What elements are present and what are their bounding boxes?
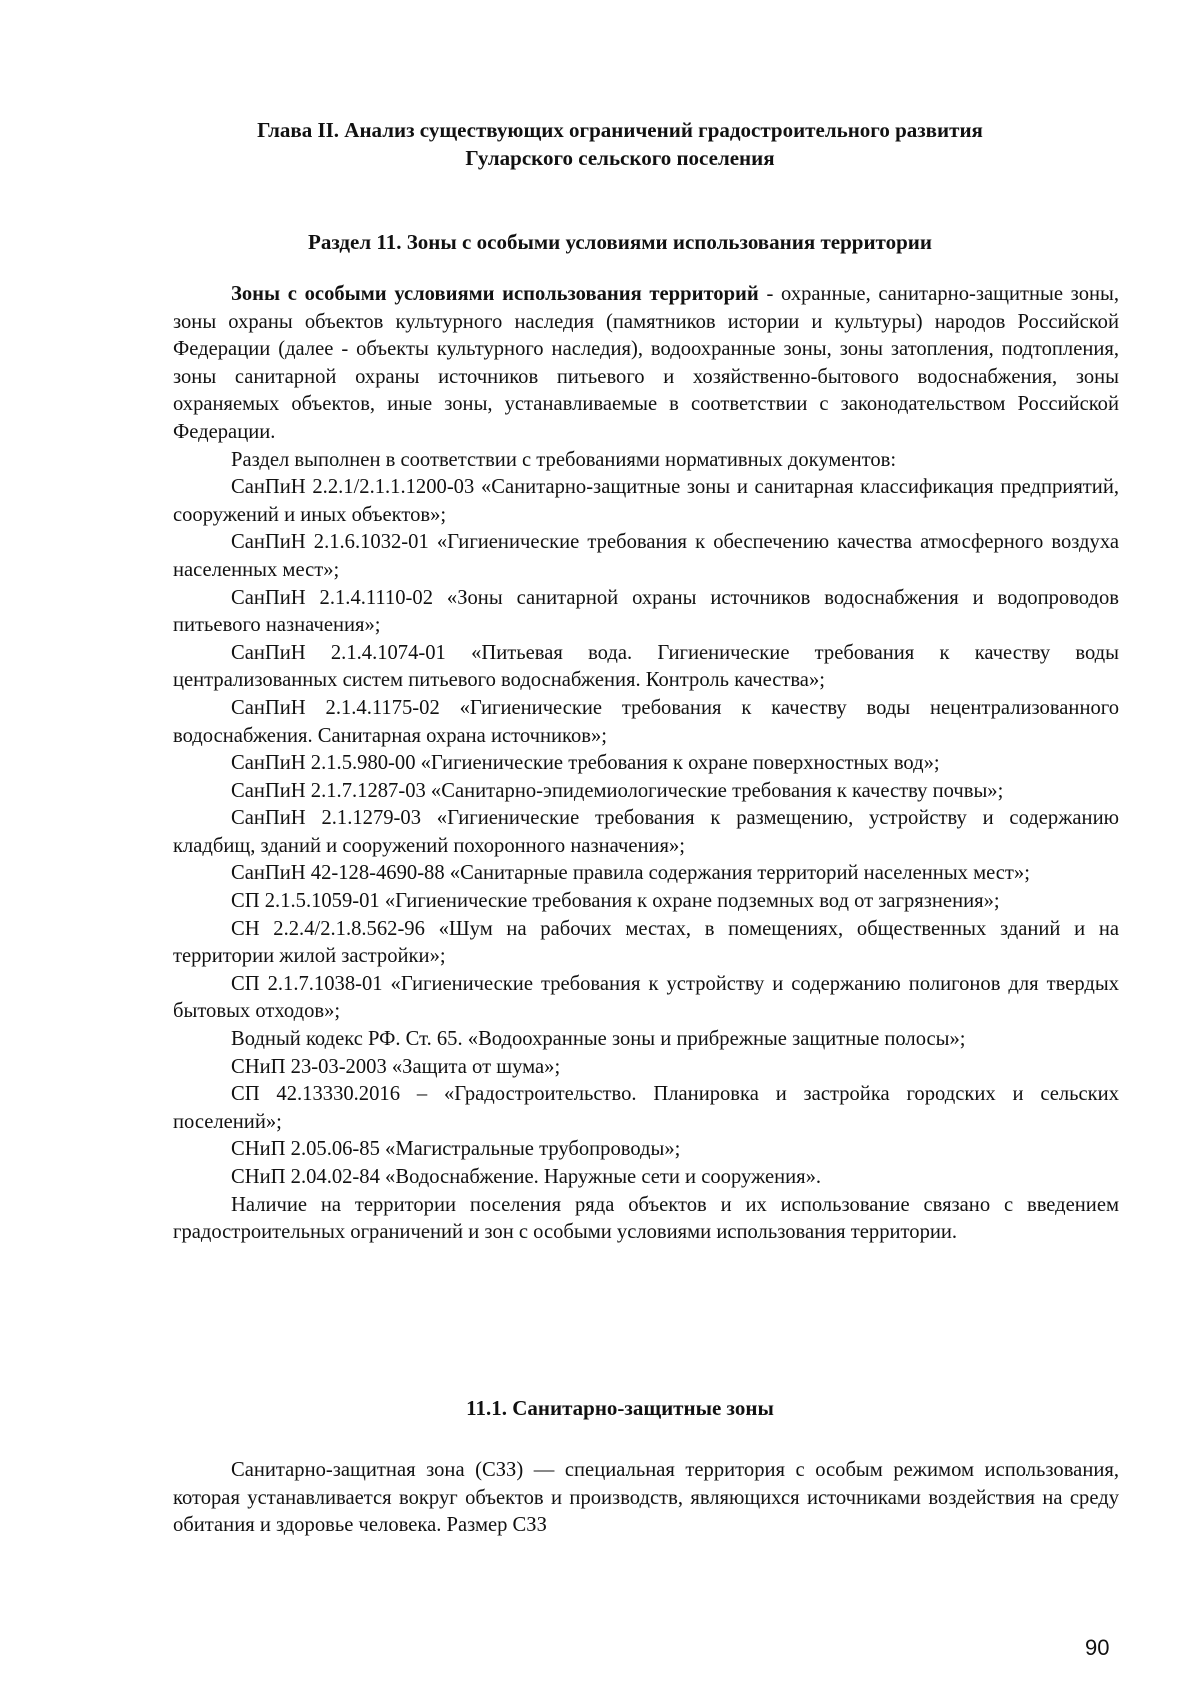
section-body [173,281,1119,1247]
chapter-title-line-1: Глава II. Анализ существующих ограничений градостроительного развития [257,118,983,142]
norm-item: СанПиН 2.1.4.1074-01 «Питьевая вода. Гигиенические требования к качеству воды централизованных систем питьевого водоснабжения. Контроль качества»; [173,641,1119,692]
norm-item: СН 2.2.4/2.1.8.562-96 «Шум на рабочих местах, в помещениях, общественных зданий и на территории жилой застройки»; [173,917,1119,968]
subsection-title: 11.1. Санитарно-защитные зоны [466,1396,774,1420]
norm-item: СанПиН 2.1.5.980-00 «Гигиенические требования к охране поверхностных вод»; [231,752,940,775]
subsection-body [173,1457,1119,1540]
definition-text: - охранные, санитарно-защитные зоны, зоны охраны объектов культурного наследия (памятников истории и культуры) народов Российской Федерации (далее - объекты культурного наследия), водоохранные зоны, зоны затопления, подтопления, зоны санитарной охраны источников питьевого и хозяйственно-бытового водоснабжения, зоны охраняемых объектов, иные зоны, устанавливаемые в соответствии с законодательством Российской Федерации. [173,283,1120,443]
norm-item: СП 42.13330.2016 – «Градостроительство. Планировка и застройка городских и сельских поселений»; [173,1083,1119,1133]
page-number: 90 [1085,1635,1110,1660]
norm-item: СанПиН 2.1.7.1287-03 «Санитарно-эпидемиологические требования к качеству почвы»; [231,779,1004,802]
szz-paragraph: Санитарно-защитная зона (СЗЗ) — специальная территория с особым режимом использования, которая устанавливается вокруг объектов и производств, являющихся источниками воздействия на среду обитания и здоровье человека. Размер СЗЗ [173,1459,1119,1537]
section-title: Раздел 11. Зоны с особыми условиями использования территории [308,230,932,254]
definition-paragraph [173,281,1119,447]
conclusion-paragraph: Наличие на территории поселения ряда объектов и их использование связано с введением градостроительных ограничений и зон с особыми условиями использования территории. [173,1193,1119,1244]
norm-item: СП 2.1.7.1038-01 «Гигиенические требования к устройству и содержанию полигонов для твердых бытовых отходов»; [173,972,1119,1023]
chapter-title [160,116,1080,172]
definition-term: Зоны с особыми условиями использования территорий [231,283,759,305]
norm-item: СНиП 2.04.02-84 «Водоснабжение. Наружные сети и сооружения». [231,1166,822,1188]
norm-item: СанПиН 2.1.6.1032-01 «Гигиенические требования к обеспечению качества атмосферного воздуха населенных мест»; [173,531,1119,581]
norm-item: СНиП 23-03-2003 «Защита от шума»; [231,1055,561,1078]
norm-item: СНиП 2.05.06-85 «Магистральные трубопроводы»; [231,1138,681,1161]
norm-item: СанПиН 2.1.4.1175-02 «Гигиенические требования к качеству воды нецентрализованного водоснабжения. Санитарная охрана источников»; [173,696,1119,747]
intro-paragraph: Раздел выполнен в соответствии с требованиями нормативных документов: [231,448,897,471]
norm-item: СП 2.1.5.1059-01 «Гигиенические требования к охране подземных вод от загрязнения»; [231,890,1000,913]
norm-item: СанПиН 2.2.1/2.1.1.1200-03 «Санитарно-защитные зоны и санитарная классификация предприятий, сооружений и иных объектов»; [173,476,1119,526]
norm-item: СанПиН 2.1.4.1110-02 «Зоны санитарной охраны источников водоснабжения и водопроводов питьевого назначения»; [173,586,1119,637]
norm-item: СанПиН 2.1.1279-03 «Гигиенические требования к размещению, устройству и содержанию кладбищ, зданий и сооружений похоронного назначения»; [173,807,1119,857]
chapter-title-line-2: Гуларского сельского поселения [465,146,775,170]
norm-item: СанПиН 42-128-4690-88 «Санитарные правила содержания территорий населенных мест»; [231,862,1030,885]
norm-item: Водный кодекс РФ. Ст. 65. «Водоохранные зоны и прибрежные защитные полосы»; [231,1028,966,1051]
